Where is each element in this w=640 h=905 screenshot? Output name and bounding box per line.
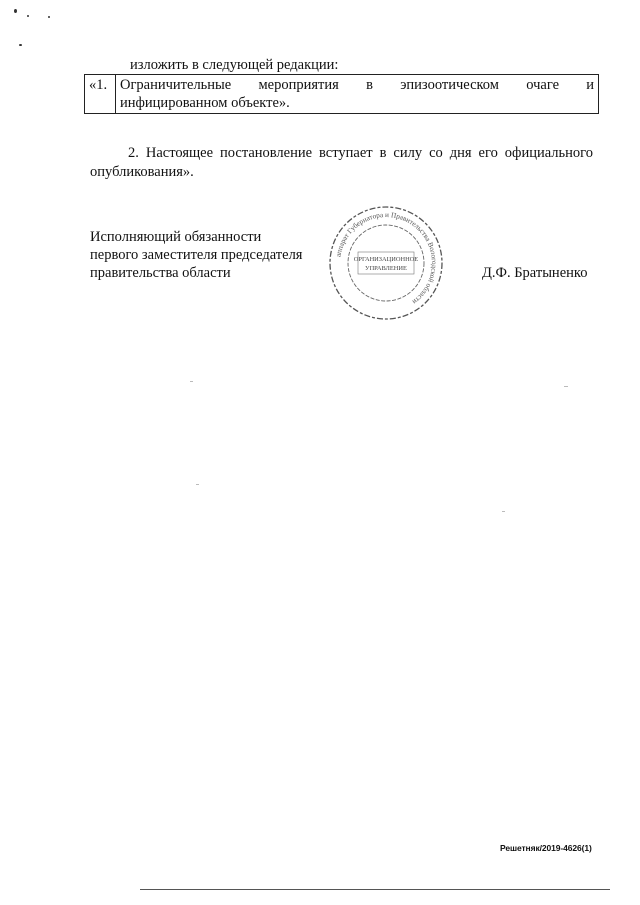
row-word: эпизоотическом bbox=[400, 77, 499, 93]
row-word: мероприятия bbox=[258, 77, 339, 93]
table-row bbox=[85, 75, 599, 114]
intro-line: изложить в следующей редакции: bbox=[130, 57, 339, 73]
stamp-center-line-1: ОРГАНИЗАЦИОННОЕ bbox=[353, 256, 419, 263]
scan-mark bbox=[502, 511, 505, 512]
scan-speck bbox=[48, 16, 50, 18]
scan-speck bbox=[27, 15, 29, 17]
official-stamp bbox=[326, 203, 446, 323]
stamp-outer-ring bbox=[330, 207, 442, 319]
row-number: «1. bbox=[85, 75, 116, 114]
stamp-center-line-2: УПРАВЛЕНИЕ bbox=[365, 265, 407, 272]
scan-speck bbox=[14, 9, 17, 13]
row-text bbox=[116, 75, 599, 114]
scan-speck bbox=[19, 44, 22, 46]
scan-mark bbox=[564, 386, 568, 387]
row-word: очаге bbox=[526, 77, 560, 93]
row-word: Ограничительные bbox=[120, 77, 232, 93]
row-word: и bbox=[586, 77, 595, 93]
stamp-ring-text: аппарат Губернатора и Правительства Вологодской области bbox=[334, 210, 439, 306]
edit-table bbox=[84, 74, 599, 114]
row-word: в bbox=[366, 77, 373, 93]
row-text-line-1 bbox=[120, 76, 594, 94]
signer-name: Д.Ф. Братыненко bbox=[482, 265, 588, 281]
scan-mark bbox=[196, 484, 199, 485]
bottom-rule bbox=[140, 889, 610, 890]
signature-position bbox=[90, 228, 302, 282]
scan-mark bbox=[190, 381, 193, 382]
footer-code: Решетняк/2019-4626(1) bbox=[500, 843, 592, 853]
paragraph-2: 2. Настоящее постановление вступает в силу со дня его официального опубликования». bbox=[90, 145, 593, 180]
position-line: Исполняющий обязанности bbox=[90, 229, 262, 245]
row-text-line-2: инфицированном объекте». bbox=[120, 95, 290, 111]
position-line: первого заместителя председателя bbox=[90, 247, 303, 263]
stamp-inner-ring bbox=[348, 225, 424, 301]
position-line: правительства области bbox=[90, 265, 231, 281]
